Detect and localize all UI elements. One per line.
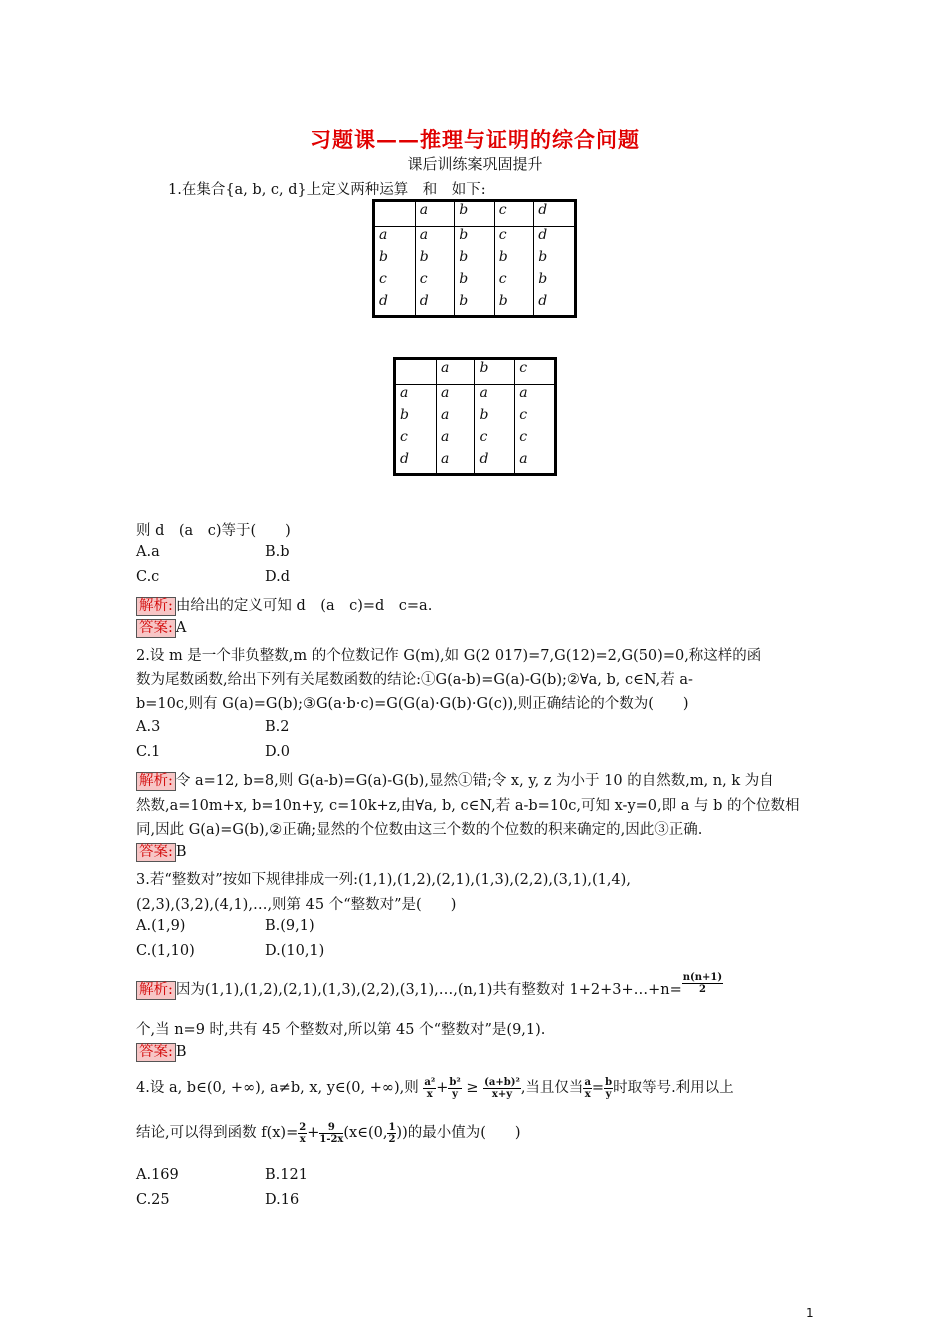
operation-table-2 [393,357,557,476]
table-cell: c [515,429,556,451]
q3-line-1: 3.若“整数对”按如下规律排成一列:(1,1),(1,2),(2,1),(1,3),(2,2),(3,1),(1,4), [136,872,631,888]
table-header-cell [395,359,437,385]
table-cell: c [374,271,416,293]
q4-option-b: B.121 [265,1167,308,1183]
table-row [395,451,556,475]
table-row [395,407,556,429]
table-cell: c [475,429,515,451]
f-domain: (x∈(0, [343,1125,388,1141]
q3-option-b: B.(9,1) [265,918,315,934]
q2-option-a: A.3 [136,719,161,735]
table-cell: a [437,451,475,475]
table-cell: d [374,293,416,317]
q2-option-b: B.2 [265,719,290,735]
q4-text-d: 结论,可以得到函数 f(x)= [136,1125,299,1141]
formula-fraction: $\frac{n(n+1)}{2}$ [682,971,723,995]
q4-text-e: 的最小值为( ) [407,1125,521,1141]
table-row [395,385,556,408]
q1-option-d: D.d [265,569,290,585]
q4-line-1 [136,1076,734,1100]
table-cell: a [395,385,437,408]
table-cell: a [437,385,475,408]
page-subtitle: 课后训练案巩固提升 [407,155,543,173]
q1-analysis-text: 由给出的定义可知 d (a c)=d c=a. [175,598,433,614]
q4-text-b: ,当且仅当 [520,1080,584,1096]
table-row [374,249,576,271]
table-cell: b [415,249,455,271]
q2-analysis-3: 同,因此 G(a)=G(b),②正确;显然的个位数由这三个数的个位数的积来确定的,因此③正确. [136,822,703,838]
table-cell: d [534,293,576,317]
q4-text-c: 时取等号.利用以上 [613,1080,734,1096]
table-header-cell: c [494,201,534,227]
table-cell: a [374,227,416,250]
table-cell: b [534,271,576,293]
page-number: 1 [806,1306,814,1320]
table-cell: b [374,249,416,271]
answer-label: 答案: [136,619,176,638]
q1-question: 则 d (a c)等于( ) [136,523,291,539]
table-header-cell: d [534,201,576,227]
table-cell: a [515,385,556,408]
table-header-cell: a [415,201,455,227]
ineq-ge: ≥ [466,1080,479,1096]
ineq-plus: + [436,1080,449,1096]
table-header-cell: b [455,201,495,227]
table-cell: b [455,227,495,250]
q3-option-c: C.(1,10) [136,943,195,959]
q1-option-a: A.a [136,544,160,560]
table-cell: a [475,385,515,408]
analysis-label: 解析: [136,772,176,791]
table-row [374,293,576,317]
ineq-frac-1: $\frac{\text{a²}}{x}$ [424,1076,436,1100]
q3-option-a: A.(1,9) [136,918,186,934]
q1-stem: 1.在集合{a, b, c, d}上定义两种运算 和 如下: [168,182,486,198]
f-plus: + [307,1125,320,1141]
table-cell: b [534,249,576,271]
q1-option-c: C.c [136,569,160,585]
q1-analysis [136,594,432,616]
q3-analysis-1 [136,971,723,1000]
eq-frac-2: $\frac{b}{y}$ [605,1076,613,1100]
q2-line-3: b=10c,则有 G(a)=G(b);③G(a·b·c)=G(G(a)·G(b)·G(c)),则正确结论的个数为( ) [136,696,689,712]
table-cell: d [534,227,576,250]
table-cell: c [415,271,455,293]
table-cell: b [494,249,534,271]
q3-option-d: D.(10,1) [265,943,325,959]
table-cell: b [455,271,495,293]
analysis-label: 解析: [136,981,176,1000]
answer-label: 答案: [136,1043,176,1062]
analysis-label: 解析: [136,597,176,616]
ineq-frac-2: $\frac{\text{b²}}{y}$ [449,1076,461,1100]
table-header-cell: b [475,359,515,385]
table-cell: a [437,407,475,429]
q2-line-2: 数为尾数函数,给出下列有关尾数函数的结论:①G(a-b)=G(a)-G(b);②∀a, b, c∈N,若 a- [136,672,693,688]
q4-option-a: A.169 [136,1167,179,1183]
table-cell: c [395,429,437,451]
q1-option-b: B.b [265,544,290,560]
table-cell: b [475,407,515,429]
q4-line-2 [136,1121,521,1145]
f-frac-1: $\frac{2}{x}$ [299,1121,307,1145]
q4-option-c: C.25 [136,1192,170,1208]
q2-line-1: 2.设 m 是一个非负整数,m 的个位数记作 G(m),如 G(2 017)=7,G(12)=2,G(50)=0,称这样的函 [136,648,762,664]
operation-table-1 [372,199,577,318]
f-close: )) [396,1125,408,1141]
q4-text-a: 4.设 a, b∈(0, +∞), a≠b, x, y∈(0, +∞),则 [136,1080,419,1096]
q2-analysis-1 [136,769,774,791]
page-title: 习题课——推理与证明的综合问题 [310,127,640,152]
q2-option-c: C.1 [136,744,161,760]
table-header-cell: c [515,359,556,385]
table-cell: b [455,249,495,271]
q3-answer [136,1043,187,1062]
table-cell: b [494,293,534,317]
table-cell: c [494,271,534,293]
q1-answer-value: A [175,620,187,636]
q4-option-d: D.16 [265,1192,300,1208]
q3-line-2: (2,3),(3,2),(4,1),…,则第 45 个“整数对”是( ) [136,897,457,913]
q3-analysis-2: 个,当 n=9 时,共有 45 个整数对,所以第 45 个“整数对”是(9,1). [136,1022,546,1038]
table-cell: c [515,407,556,429]
table-row [374,227,576,250]
table-cell: d [475,451,515,475]
table-row [395,429,556,451]
q2-analysis-2: 然数,a=10m+x, b=10n+y, c=10k+z,由∀a, b, c∈N,若 a-b=10c,可知 x-y=0,即 a 与 b 的个位数相 [136,798,800,814]
eq-frac-1: $\frac{a}{x}$ [584,1076,591,1100]
table-cell: b [395,407,437,429]
table-row [374,271,576,293]
q2-analysis-text-1: 令 a=12, b=8,则 G(a-b)=G(a)-G(b),显然①错;令 x, y, z 为小于 10 的自然数,m, n, k 为自 [175,773,774,789]
answer-label: 答案: [136,843,176,862]
table-cell: d [415,293,455,317]
ineq-frac-3: $\frac{\text{(a+b)²}}{x+y}$ [484,1076,520,1100]
q2-answer [136,843,187,862]
q2-answer-value: B [175,844,187,860]
q3-analysis-text-1: 因为(1,1),(1,2),(2,1),(1,3),(2,2),(3,1),…,(n,1)共有整数对 1+2+3+…+n= [175,982,682,998]
f-domain-frac: $\frac{1}{2}$ [388,1121,396,1145]
q2-option-d: D.0 [265,744,290,760]
table-cell: d [395,451,437,475]
table-cell: a [515,451,556,475]
table-cell: c [494,227,534,250]
q1-answer [136,619,186,638]
table-header-cell: a [437,359,475,385]
eq-sign: = [591,1080,605,1096]
table-cell: a [437,429,475,451]
f-frac-2: $\frac{9}{1-2x}$ [319,1121,344,1145]
table-cell: a [415,227,455,250]
q3-answer-value: B [175,1044,187,1060]
table-header-cell [374,201,416,227]
table-cell: b [455,293,495,317]
